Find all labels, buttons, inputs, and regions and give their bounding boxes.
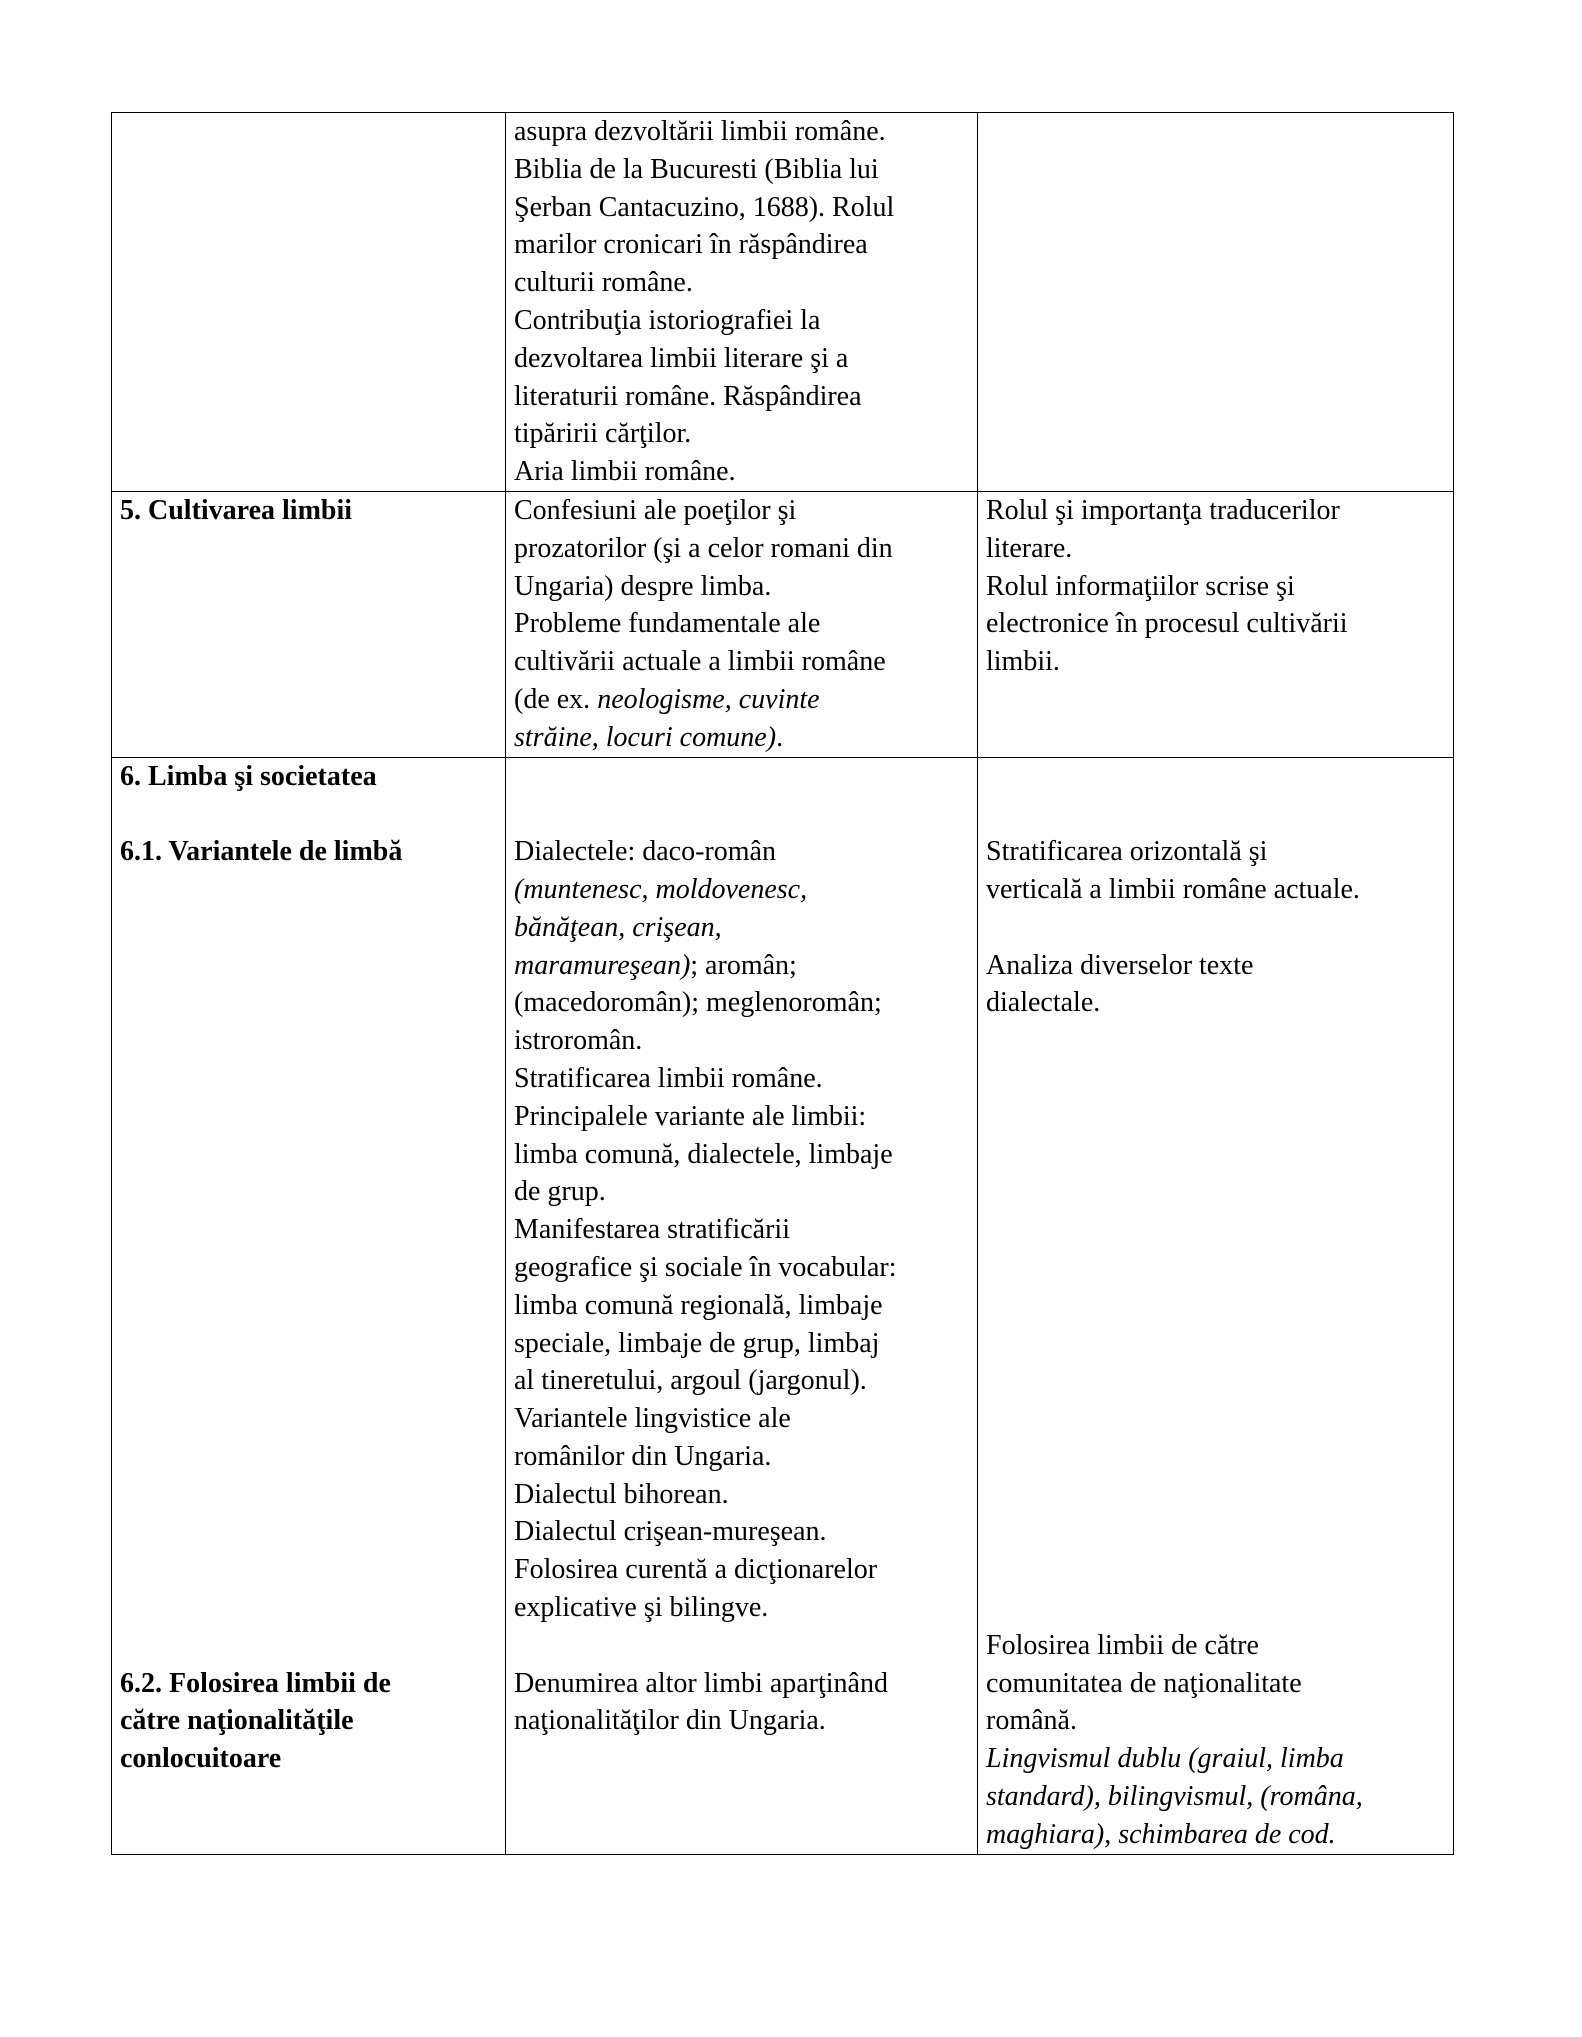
text-fragment: (de ex. — [514, 683, 598, 715]
text-line: verticală a limbii române actuale. — [986, 873, 1360, 905]
text-line: (macedoromân); meglenoromân; — [514, 987, 882, 1019]
text-line: Manifestarea stratificării — [514, 1214, 790, 1246]
italic-fragment: neologisme, cuvinte — [597, 683, 820, 715]
text-line: limba comună regională, limbaje — [514, 1289, 883, 1321]
table-row — [112, 757, 1454, 1854]
italic-fragment: maramureşean) — [514, 949, 691, 981]
text-fragment: . — [776, 721, 784, 753]
subtopic-heading: 6.2. Folosirea limbii de — [120, 1667, 391, 1699]
text-line: Şerban Cantacuzino, 1688). Rolul — [514, 191, 895, 223]
topic-heading: 5. Cultivarea limbii — [120, 494, 353, 526]
text-line: comunitatea de naţionalitate — [986, 1667, 1302, 1699]
text-line: limba comună, dialectele, limbaje — [514, 1138, 893, 1170]
table-row — [112, 113, 1454, 492]
syllabus-table — [111, 112, 1454, 1855]
text-line: standard), bilingvismul, (româna, — [986, 1781, 1363, 1813]
text-line: explicative şi bilingve. — [514, 1592, 769, 1624]
text-line: Stratificarea limbii române. — [514, 1062, 823, 1094]
text-line: Dialectul bihorean. — [514, 1478, 729, 1510]
text-line: electronice în procesul cultivării — [986, 608, 1348, 640]
topic-heading: 6. Limba şi societatea — [120, 760, 377, 792]
text-line: Analiza diverselor texte — [986, 949, 1254, 981]
topic-cell — [112, 757, 506, 1854]
text-line: Stratificarea orizontală şi — [986, 836, 1268, 868]
text-line: Probleme fundamentale ale — [514, 608, 821, 640]
text-line: Rolul şi importanţa traducerilor — [986, 494, 1340, 526]
text-line: Confesiuni ale poeţilor şi — [514, 494, 797, 526]
text-line: (muntenesc, moldovenesc, — [514, 873, 808, 905]
text-line: Contribuţia istoriografiei la — [514, 304, 821, 336]
text-line: marilor cronicari în răspândirea — [514, 229, 868, 261]
text-line: Rolul informaţiilor scrise şi — [986, 570, 1295, 602]
text-line — [514, 719, 971, 757]
text-line — [514, 947, 971, 985]
text-line: literaturii române. Răspândirea — [514, 380, 862, 412]
text-line: Variantele lingvistice ale — [514, 1403, 791, 1435]
text-line: Dialectele: daco-român — [514, 836, 776, 868]
text-line: românilor din Ungaria. — [514, 1440, 772, 1472]
text-line: istroromân. — [514, 1025, 643, 1057]
text-line: maghiara), schimbarea de cod. — [986, 1818, 1336, 1850]
text-line: Lingvismul dublu (graiul, limba — [986, 1743, 1344, 1775]
content-cell — [506, 113, 978, 492]
table-row — [112, 491, 1454, 757]
subtopic-heading: conlocuitoare — [120, 1743, 282, 1775]
text-line: asupra dezvoltării limbii române. — [514, 116, 886, 147]
text-line: tipăririi cărţilor. — [514, 418, 692, 450]
text-line: română. — [986, 1705, 1077, 1737]
text-line: Denumirea altor limbi aparţinând — [514, 1667, 888, 1699]
subtopic-heading: către naţionalităţile — [120, 1705, 354, 1737]
text-line: Principalele variante ale limbii: — [514, 1100, 867, 1132]
content-cell — [506, 491, 978, 757]
text-line: naţionalităţilor din Ungaria. — [514, 1705, 826, 1737]
text-line: Folosirea curentă a dicţionarelor — [514, 1554, 878, 1586]
text-line: Dialectul crişean-mureşean. — [514, 1516, 827, 1548]
topic-cell — [112, 113, 506, 492]
text-line: Ungaria) despre limba. — [514, 570, 772, 602]
text-fragment: ; aromân; — [690, 949, 797, 981]
text-line: cultivării actuale a limbii române — [514, 646, 886, 678]
subtopic-heading: 6.1. Variantele de limbă — [120, 836, 403, 868]
activities-cell — [978, 491, 1454, 757]
text-line — [514, 681, 971, 719]
text-line: dialectale. — [986, 987, 1101, 1019]
text-line: bănăţean, crişean, — [514, 911, 722, 943]
text-line: limbii. — [986, 646, 1060, 678]
activities-cell — [978, 757, 1454, 1854]
text-line: culturii române. — [514, 267, 693, 299]
text-line: dezvoltarea limbii literare şi a — [514, 342, 849, 374]
topic-cell — [112, 491, 506, 757]
content-cell — [506, 757, 978, 1854]
italic-fragment: străine, locuri comune) — [514, 721, 777, 753]
text-line: Folosirea limbii de către — [986, 1629, 1259, 1661]
text-line: prozatorilor (şi a celor romani din — [514, 532, 893, 564]
activities-cell — [978, 113, 1454, 492]
text-line: Biblia de la Bucuresti (Biblia lui — [514, 153, 879, 185]
text-line: speciale, limbaje de grup, limbaj — [514, 1327, 880, 1359]
text-line: de grup. — [514, 1176, 606, 1208]
text-line: literare. — [986, 532, 1073, 564]
text-line: al tineretului, argoul (jargonul). — [514, 1365, 867, 1397]
text-line: geografice şi sociale în vocabular: — [514, 1251, 897, 1283]
text-line: Aria limbii române. — [514, 456, 736, 488]
